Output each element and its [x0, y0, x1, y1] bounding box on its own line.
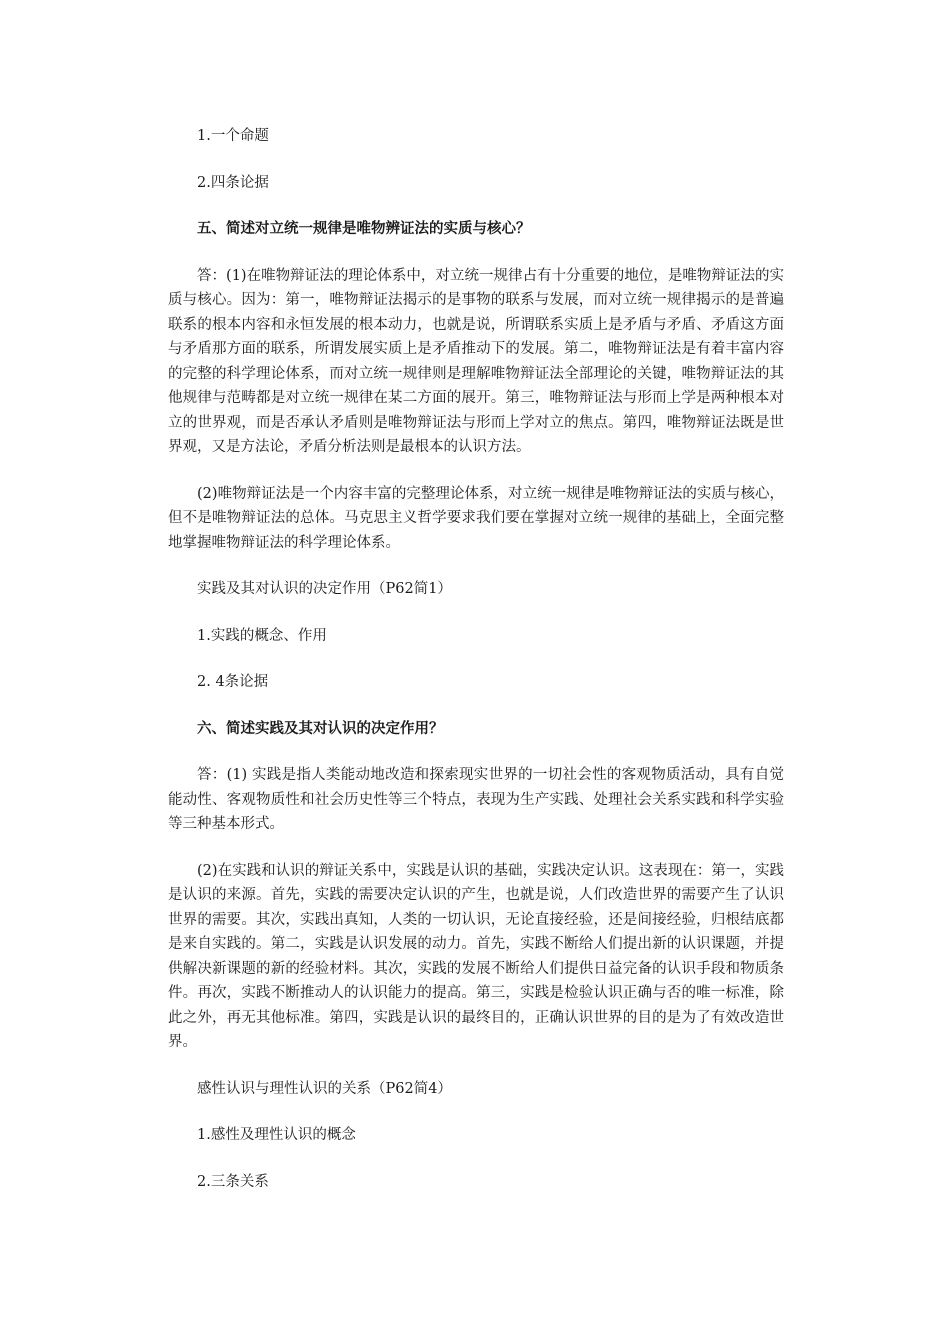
outline-item-6: 2.三条关系 — [197, 1173, 269, 1190]
outline-item-5: 1.感性及理性认识的概念 — [197, 1127, 356, 1143]
topic-heading-practice: 实践及其对认识的决定作用（P62简1） — [197, 581, 452, 597]
outline-item-3: 1.实践的概念、作用 — [197, 627, 327, 644]
answer-paragraph-6-2: (2)在实践和认识的辩证关系中，实践是认识的基础，实践决定认识。这表现在：第一，实践是认识的来源。首先，实践的需要决定认识的产生，也就是说，人们改造世界的需要产生了认识世界的需要。其次，实践出真知，人类的一切认识，无论直接经验，还是间接经验，归根结底都是来自实践的。第二，实践是认识发展的动力。首先，实践不断给人们提出新的认识课题，并提供解决新课题的新的经验材料。其次，实践的发展不断给人们提供日益完备的认识手段和物质条件。再次，实践不断推动人的认识能力的提高。第三，实践是检验认识正确与否的唯一标准，除此之外，再无其他标准。第四，实践是认识的最终目的，正确认识世界的目的是为了有效改造世界。 — [168, 862, 784, 1050]
outline-item-2: 2.四条论据 — [197, 174, 269, 191]
answer-paragraph-5-2: (2)唯物辩证法是一个内容丰富的完整理论体系，对立统一规律是唯物辩证法的实质与核心，但不是唯物辩证法的总体。马克思主义哲学要求我们要在掌握对立统一规律的基础上，全面完整地掌握唯物辩证法的科学理论体系。 — [168, 485, 784, 551]
outline-item-1: 1.一个命题 — [197, 128, 269, 144]
answer-paragraph-6-1: 答：(1) 实践是指人类能动地改造和探索现实世界的一切社会性的客观物质活动，具有自觉能动性、客观物质性和社会历史性等三个特点，表现为生产实践、处理社会关系实践和科学实验等三种基本形式。 — [168, 767, 784, 832]
question-heading-5: 五、简述对立统一规律是唯物辨证法的实质与核心？ — [197, 221, 531, 237]
answer-paragraph-5-1: 答：(1)在唯物辩证法的理论体系中，对立统一规律占有十分重要的地位，是唯物辩证法的实质与核心。因为：第一，唯物辩证法揭示的是事物的联系与发展，而对立统一规律揭示的是普遍联系的根本内容和永恒发展的根本动力，也就是说，所谓联系实质上是矛盾与矛盾、矛盾这方面与矛盾那方面的联系，所谓发展实质上是矛盾推动下的发展。第二，唯物辩证法是有着丰富内容的完整的科学理论体系，而对立统一规律则是理解唯物辩证法全部理论的关键，唯物辩证法的其他规律与范畴都是对立统一规律在某二方面的展开。第三，唯物辩证法与形而上学是两种根本对立的世界观，而是否承认矛盾则是唯物辩证法与形而上学对立的焦点。第四，唯物辩证法既是世界观，又是方法论，矛盾分析法则是最根本的认识方法。 — [168, 267, 784, 455]
outline-item-4: 2. 4条论据 — [197, 674, 269, 690]
question-heading-6: 六、简述实践及其对认识的决定作用？ — [197, 720, 444, 737]
document-body — [168, 124, 784, 1194]
topic-heading-cognition: 感性认识与理性认识的关系（P62简4） — [197, 1080, 452, 1097]
